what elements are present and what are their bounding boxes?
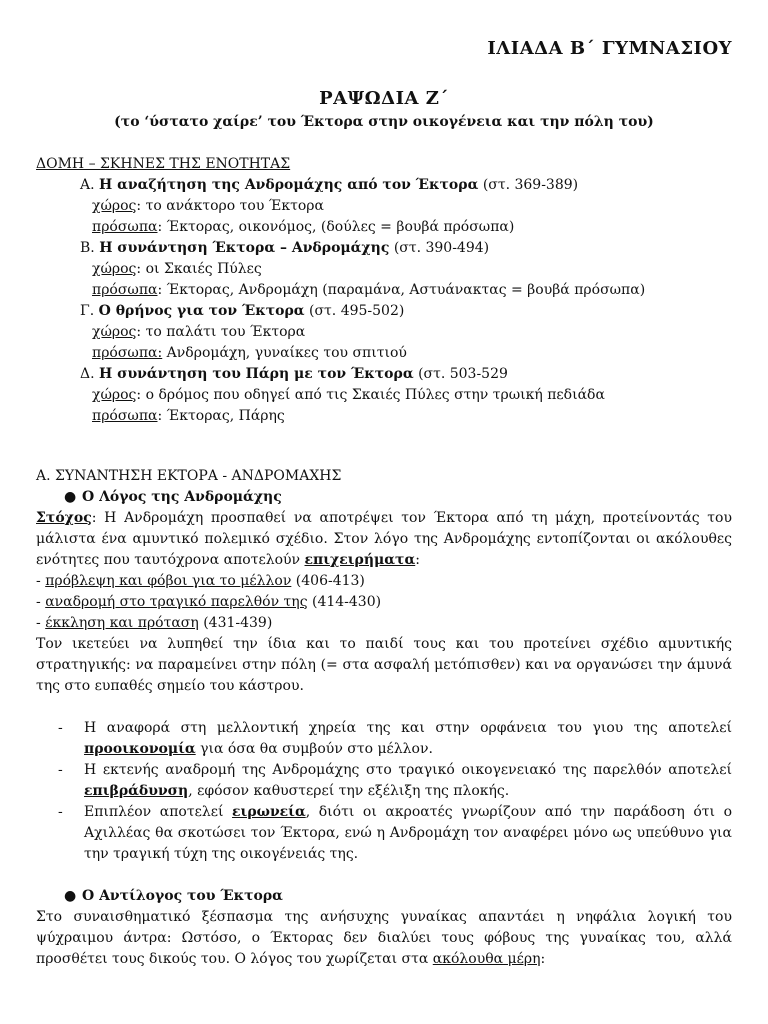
note-item: - Η εκτενής αναδρομή της Ανδρομάχης στο τραγικό οικογενειακό της παρελθόν αποτελεί επιβράδυνση, εφόσον καθυστερεί την εξέλιξη της πλοκής. — [58, 762, 732, 799]
reply-paragraph: Στο συναισθηματικό ξέσπασμα της ανήσυχης γυναίκας απαντάει η νηφάλια λογική του ψύχραιμου άντρα: Ωστόσο, ο Έκτορας δεν διαλύει τους φόβους της γυναίκας του, αλλά προσθέτει τους δικούς του. Ο λόγος του χωρίζεται στα ακόλουθα μέρη: — [36, 909, 732, 967]
course-header: ΙΛΙΑΔΑ Β΄ ΓΥΜΝΑΣΙΟΥ — [487, 38, 732, 59]
scene-verses: (στ. 495-502) — [309, 303, 405, 319]
place-label: χώρος — [92, 261, 137, 277]
note-term: επιβράδυνση — [84, 783, 189, 799]
scene-c — [36, 301, 736, 322]
scene-title: Ο θρήνος για τον Έκτορα — [98, 303, 305, 319]
structure-section — [36, 154, 736, 427]
note-term: ειρωνεία — [232, 804, 306, 820]
scene-verses: (στ. 369-389) — [482, 177, 579, 193]
goal-text: : Η Ανδρομάχη προσπαθεί να αποτρέψει τον Έκτορα από τη μάχη, προτείνοντάς του μάλιστα ένα αμυντικό πολεμικό σχέδιο. Στον λόγο της Ανδρομάχης εντοπίζονται οι ακόλουθες ενότητες που ταυτόχρονα αποτελούν — [36, 510, 732, 568]
scene-letter: Α. — [80, 177, 95, 193]
scene-letter: Β. — [80, 240, 95, 256]
scene-title: Η συνάντηση Έκτορα – Ανδρομάχης — [99, 240, 390, 256]
scene-persons: Ανδρομάχη, γυναίκες του σπιτιού — [162, 345, 407, 361]
argument-item: - έκκληση και πρόταση (431-439) — [36, 615, 273, 631]
scene-title: Η συνάντηση του Πάρη με τον Έκτορα — [99, 366, 414, 382]
place-label: χώρος — [92, 198, 137, 214]
section-a-heading: Α. ΣΥΝΑΝΤΗΣΗ ΕΚΤΟΡΑ - ΑΝΔΡΟΜΑΧΗΣ — [36, 468, 342, 484]
arguments-colon: : — [415, 552, 420, 568]
note-term: προοικονομία — [84, 741, 196, 757]
place-label: χώρος — [92, 324, 137, 340]
speech1-title: Ο Λόγος της Ανδρομάχης — [82, 489, 282, 505]
note-item: - Η αναφορά στη μελλοντική χηρεία της και στην ορφάνεια του γιου της αποτελεί προοικονομία για όσα θα συμβούν στο μέλλον. — [58, 720, 732, 757]
speech2-title: Ο Αντίλογος του Έκτορα — [82, 888, 283, 904]
speech1-bullet — [36, 487, 732, 508]
argument-text: έκκληση και πρόταση — [45, 615, 199, 631]
speech2-bullet — [36, 886, 732, 907]
scene-place: : οι Σκαιές Πύλες — [136, 261, 262, 277]
plea-paragraph: Τον ικετεύει να λυπηθεί την ίδια και το παιδί τους και του προτείνει σχέδιο αμυντικής στρατηγικής: να παραμείνει στην πόλη (= στα ασφαλή μετόπισθεν) και να οργανώσει την άμυνά της στο ευπαθές σημείο του κάστρου. — [36, 636, 732, 694]
scene-letter: Δ. — [80, 366, 95, 382]
scene-b — [36, 238, 736, 259]
persons-label: πρόσωπα — [92, 219, 158, 235]
argument-verses: (406-413) — [295, 573, 365, 589]
scene-title: Η αναζήτηση της Ανδρομάχης από τον Έκτορα — [99, 177, 479, 193]
goal-label: Στόχος — [36, 510, 92, 526]
scene-d — [36, 364, 736, 385]
persons-label: πρόσωπα — [92, 282, 158, 298]
argument-verses: (414-430) — [311, 594, 382, 610]
scene-persons: : Έκτορας, οικονόμος, (δούλες = βουβά πρόσωπα) — [157, 219, 515, 235]
persons-label: πρόσωπα — [92, 408, 158, 424]
scene-letter: Γ. — [80, 303, 95, 319]
place-label: χώρος — [92, 387, 137, 403]
page-subtitle: (το ‘ύστατο χαίρε’ του Έκτορα στην οικογένεια και την πόλη του) — [114, 114, 654, 130]
note-item: - Επιπλέον αποτελεί ειρωνεία, διότι οι ακροατές γνωρίζουν από την παράδοση ότι ο Αχιλλέας θα σκοτώσει τον Έκτορα, ενώ η Ανδρομάχη τον αναφέρει μόνο ως υπεύθυνο για την τραγική τύχη της οικογένειάς της. — [58, 804, 733, 862]
page-title: ΡΑΨΩΔΙΑ Ζ΄ — [319, 88, 449, 109]
section-a — [36, 466, 732, 970]
scene-verses: (στ. 503-529 — [418, 366, 508, 382]
argument-verses: (431-439) — [203, 615, 273, 631]
argument-text: πρόβλεψη και φόβοι για το μέλλον — [45, 573, 292, 589]
scene-a — [36, 175, 736, 196]
goal-paragraph — [36, 508, 732, 571]
scene-place: : ο δρόμος που οδηγεί από τις Σκαιές Πύλες στην τρωική πεδιάδα — [136, 387, 605, 403]
arguments-label: επιχειρήματα — [304, 552, 416, 568]
structure-heading: ΔΟΜΗ – ΣΚΗΝΕΣ ΤΗΣ ΕΝΟΤΗΤΑΣ — [36, 156, 291, 172]
persons-label: πρόσωπα: — [92, 345, 163, 361]
argument-item: - αναδρομή στο τραγικό παρελθόν της (414-430) — [36, 594, 382, 610]
scene-persons: : Έκτορας, Πάρης — [157, 408, 285, 424]
argument-item: - πρόβλεψη και φόβοι για το μέλλον (406-413) — [36, 573, 365, 589]
bullet-icon: ● — [64, 888, 77, 904]
scene-place: : το παλάτι του Έκτορα — [136, 324, 306, 340]
reply-term: ακόλουθα μέρη — [432, 951, 541, 967]
scene-verses: (στ. 390-494) — [393, 240, 490, 256]
scene-persons: : Έκτορας, Ανδρομάχη (παραμάνα, Αστυάνακτας = βουβά πρόσωπα) — [157, 282, 646, 298]
bullet-icon: ● — [64, 489, 77, 505]
argument-text: αναδρομή στο τραγικό παρελθόν της — [45, 594, 308, 610]
scene-place: : το ανάκτορο του Έκτορα — [136, 198, 324, 214]
